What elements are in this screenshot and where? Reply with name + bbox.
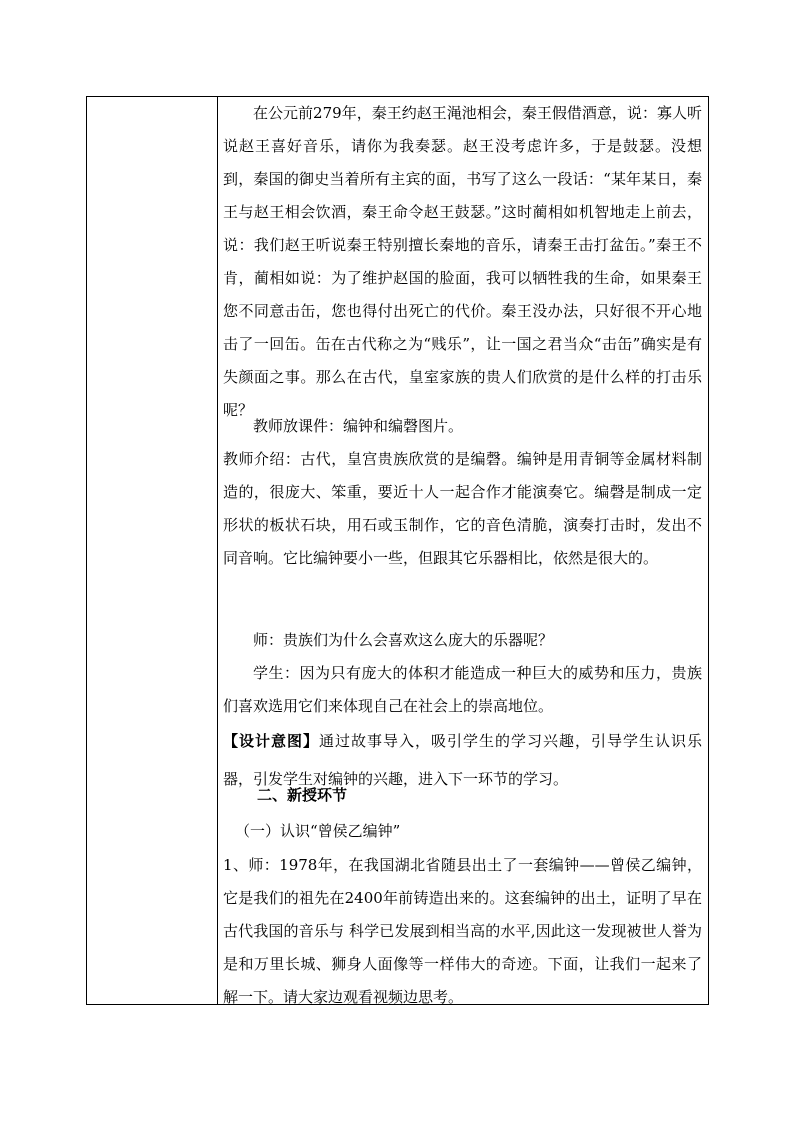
section-heading: 二、新授环节: [257, 786, 348, 804]
courseware-paragraph: 教师放课件：编钟和编磬图片。: [253, 417, 464, 435]
story-paragraph: 在公元前279年，秦王约赵王渑池相会，秦王假借酒意，说：寡人听说赵王喜好音乐，请你为我奏瑟。赵王没考虑许多，于是鼓瑟。没想到，秦国的御史当着所有主宾的面，书写了这么一段话：“某年某日，秦王与赵王相会饮酒，秦王命令赵王鼓瑟。”这时蔺相如机智地走上前去，说：我们赵王听说秦王特别擅长秦地的音乐，请秦王击打盆缶。”秦王不肯，蔺相如说：为了维护赵国的脸面，我可以牺牲我的生命，如果秦王您不同意击缶，您也得付出死亡的代价。秦王没办法，只好很不开心地击了一回缶。缶在古代称之为“贱乐”，让一国之君当众“击缶”确实是有失颜面之事。那么在古代，皇室家族的贵人们欣赏的是什么样的打击乐呢？: [223, 104, 702, 419]
student-answer-paragraph: 学生：因为只有庞大的体积才能造成一种巨大的威势和压力，贵族们喜欢选用它们来体现自己在社会上的崇高地位。: [223, 664, 702, 715]
subsection-heading: （一）认识“曾侯乙编钟”: [235, 822, 401, 840]
lesson-table: [86, 96, 709, 1005]
teacher-question-paragraph: 师：贵族们为什么会喜欢这么庞大的乐器呢？: [253, 631, 554, 649]
column-divider: [217, 97, 218, 1004]
bianzhong-paragraph: 1、师：1978年，在我国湖北省随县出土了一套编钟——曾侯乙编钟，它是我们的祖先在2400年前铸造出来的。这套编钟的出土，证明了早在古代我国的音乐与 科学已发展到相当高的水平,因此这一发现被世人誉为是和万里长城、狮身人面像等一样伟大的奇迹。下面，让我们一起来了解一下。请大家边观看视频边思考。: [223, 856, 702, 1006]
design-intent-text: 通过故事导入，吸引学生的学习兴趣，引导学生认识乐器，引发学生对编钟的兴趣，进入下一环节的学习。: [223, 732, 702, 788]
teacher-intro-paragraph: 教师介绍：古代，皇宫贵族欣赏的是编磬。编钟是用青铜等金属材料制造的，很庞大、笨重，要近十人一起合作才能演奏它。编磬是制成一定形状的板状石块，用石或玉制作，它的音色清脆，演奏打击时，发出不同音响。它比编钟要小一些，但跟其它乐器相比，依然是很大的。: [223, 450, 702, 567]
design-intent-label: 【设计意图】: [223, 732, 319, 750]
